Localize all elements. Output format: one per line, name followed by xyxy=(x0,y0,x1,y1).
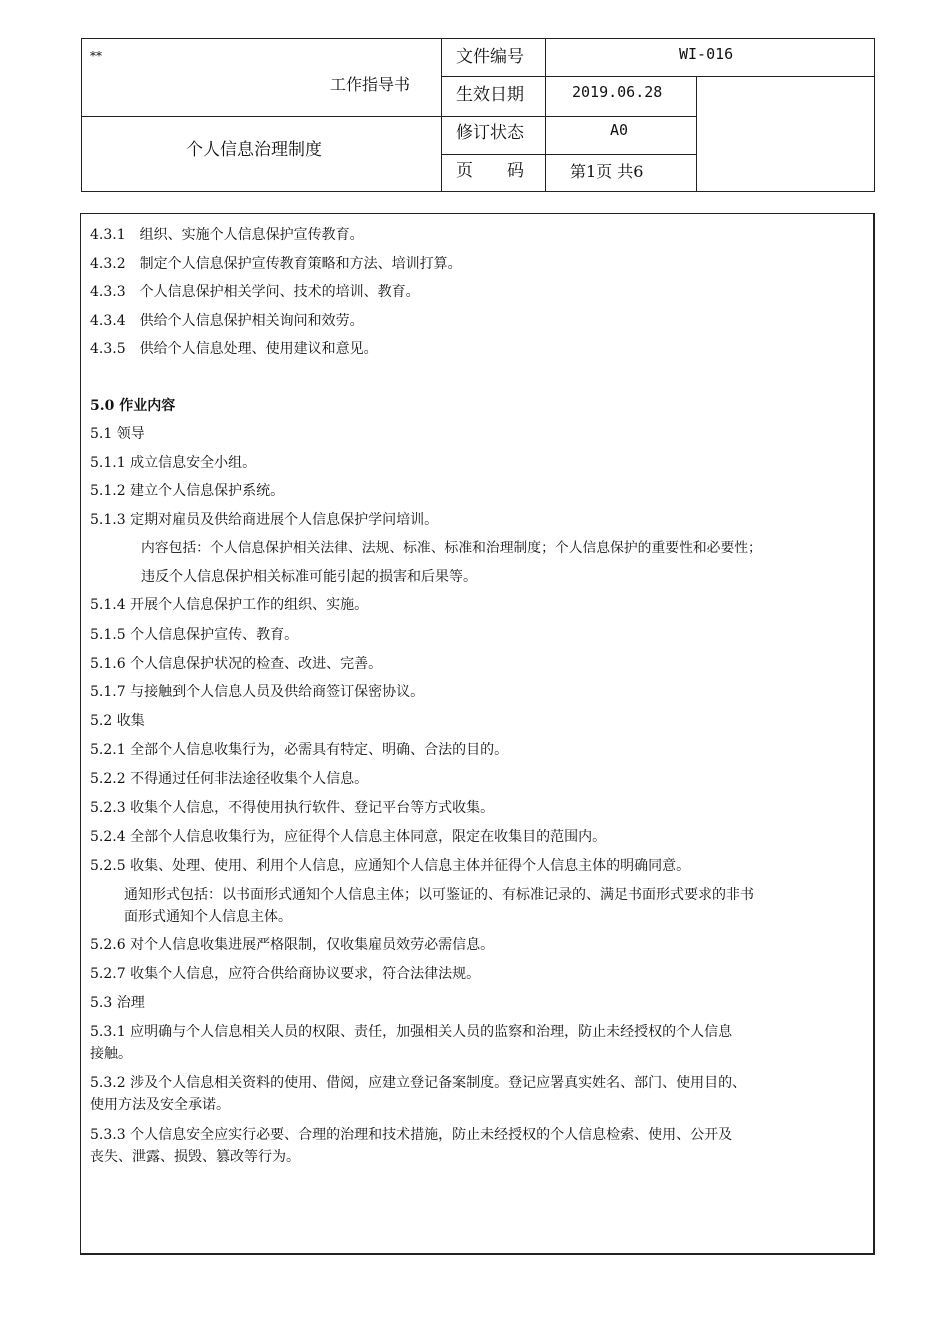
clause-5-2-6: 5.2.6 对个人信息收集进展严格限制，仅收集雇员效劳必需信息。 xyxy=(90,937,495,953)
section-heading-5-1: 5.1 领导 xyxy=(90,426,145,442)
clause-4-3-3: 4.3.3 个人信息保护相关学问、技术的培训、教育。 xyxy=(90,284,420,300)
effective-date-value: 2019.06.28 xyxy=(572,83,663,101)
section-heading-5-0: 5.0 作业内容 xyxy=(90,398,176,414)
clause-5-3-1-line-1: 5.3.1 应明确与个人信息相关人员的权限、责任，加强相关人员的监察和治理，防止未经授权的个人信息 xyxy=(90,1024,733,1040)
clause-5-2-7: 5.2.7 收集个人信息，应符合供给商协议要求，符合法律法规。 xyxy=(90,966,481,982)
clause-5-2-5-detail-2: 面形式通知个人信息主体。 xyxy=(124,909,292,925)
header-stars: ** xyxy=(90,49,102,63)
document-type: 工作指导书 xyxy=(330,75,411,94)
clause-5-3-3-line-1: 5.3.3 个人信息安全应实行必要、合理的治理和技术措施，防止未经授权的个人信息检索、使用、公开及 xyxy=(90,1127,733,1143)
effective-date-label: 生效日期 xyxy=(456,85,524,105)
clause-5-1-4: 5.1.4 开展个人信息保护工作的组织、实施。 xyxy=(90,597,369,613)
clause-5-3-2-line-1: 5.3.2 涉及个人信息相关资料的使用、借阅，应建立登记备案制度。登记应署真实姓名、部门、使用目的、 xyxy=(90,1075,747,1091)
clause-5-1-5: 5.1.5 个人信息保护宣传、教育。 xyxy=(90,627,299,643)
section-heading-5-2: 5.2 收集 xyxy=(90,713,145,729)
file-number-value: WI-016 xyxy=(679,45,734,63)
page-value: 第1页 共6 xyxy=(570,162,644,181)
clause-4-3-5: 4.3.5 供给个人信息处理、使用建议和意见。 xyxy=(90,341,378,357)
clause-5-2-3: 5.2.3 收集个人信息，不得使用执行软件、登记平台等方式收集。 xyxy=(90,800,495,816)
clause-5-1-1: 5.1.1 成立信息安全小组。 xyxy=(90,455,257,471)
revision-value: A0 xyxy=(610,121,629,139)
clause-5-3-3-line-2: 丧失、泄露、损毁、篡改等行为。 xyxy=(90,1149,300,1165)
clause-5-1-3-detail-2: 违反个人信息保护相关标准可能引起的损害和后果等。 xyxy=(141,569,477,585)
clause-5-2-5-detail-1: 通知形式包括：以书面形式通知个人信息主体；以可鉴证的、有标准记录的、满足书面形式要求的非书 xyxy=(124,887,754,903)
clause-5-1-7: 5.1.7 与接触到个人信息人员及供给商签订保密协议。 xyxy=(90,684,425,700)
clause-5-1-2: 5.1.2 建立个人信息保护系统。 xyxy=(90,483,285,499)
clause-5-1-3-detail-1: 内容包括：个人信息保护相关法律、法规、标准、标准和治理制度；个人信息保护的重要性和必要性； xyxy=(141,540,762,556)
document-title: 个人信息治理制度 xyxy=(186,140,322,160)
clause-5-2-1: 5.2.1 全部个人信息收集行为，必需具有特定、明确、合法的目的。 xyxy=(90,742,509,758)
page-label: 页 码 xyxy=(456,161,524,181)
clause-5-1-6: 5.1.6 个人信息保护状况的检查、改进、完善。 xyxy=(90,656,383,672)
clause-5-3-1-line-2: 接触。 xyxy=(90,1046,132,1062)
clause-5-2-4: 5.2.4 全部个人信息收集行为，应征得个人信息主体同意，限定在收集目的范围内。 xyxy=(90,829,607,845)
clause-5-1-3: 5.1.3 定期对雇员及供给商进展个人信息保护学问培训。 xyxy=(90,512,439,528)
document-header-table xyxy=(81,38,875,192)
clause-4-3-1: 4.3.1 组织、实施个人信息保护宣传教育。 xyxy=(90,227,364,243)
clause-5-3-2-line-2: 使用方法及安全承诺。 xyxy=(90,1097,230,1113)
clause-4-3-2: 4.3.2 制定个人信息保护宣传教育策略和方法、培训打算。 xyxy=(90,256,462,272)
clause-4-3-4: 4.3.4 供给个人信息保护相关询问和效劳。 xyxy=(90,313,364,329)
clause-5-2-5: 5.2.5 收集、处理、使用、利用个人信息，应通知个人信息主体并征得个人信息主体的明确同意。 xyxy=(90,858,691,874)
file-number-label: 文件编号 xyxy=(456,47,524,67)
clause-5-2-2: 5.2.2 不得通过任何非法途径收集个人信息。 xyxy=(90,771,369,787)
section-heading-5-3: 5.3 治理 xyxy=(90,995,145,1011)
revision-label: 修订状态 xyxy=(456,123,524,143)
